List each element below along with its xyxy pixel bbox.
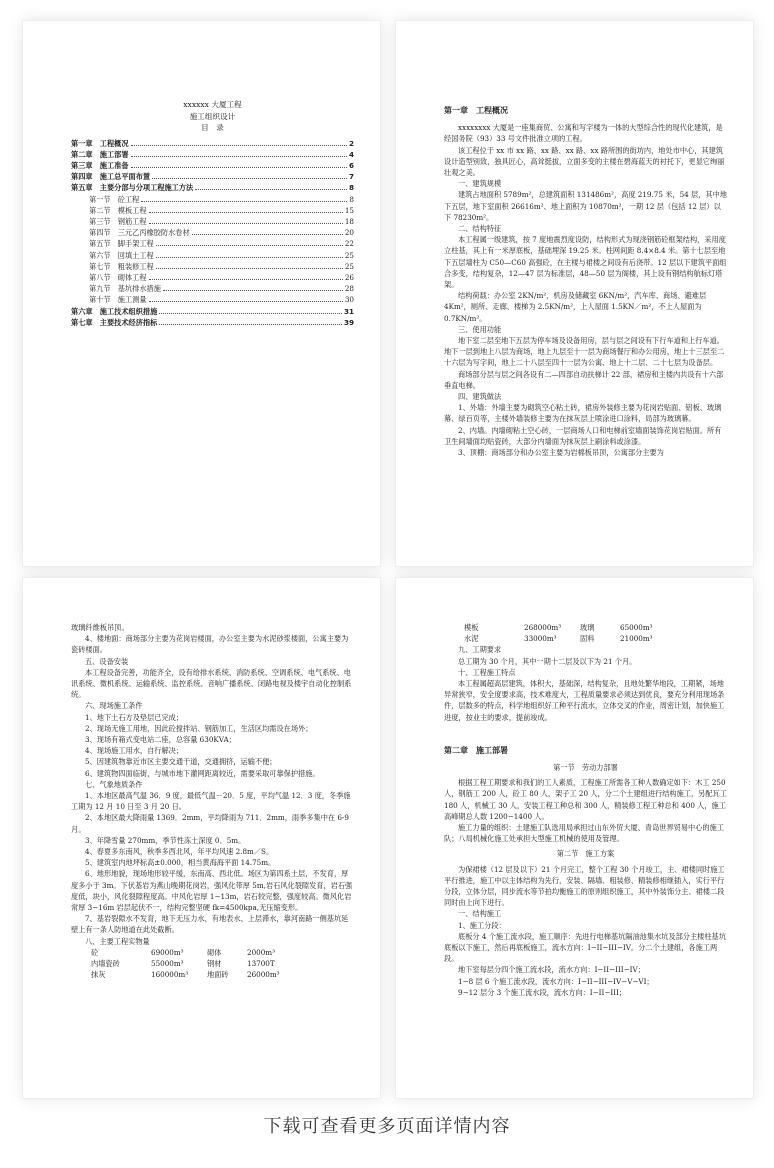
materials-cell: 33000m³ [524,634,557,644]
paragraph: 施工力量的组织：土建施工队选用局承担过山东外贸大厦、青岛世界贸易中心的施工队；八局机械化施工处承担大型施工机械的使用及管理。 [444,823,724,844]
toc-entry-page: 31 [343,306,354,316]
toc-entry[interactable] [71,194,354,205]
toc-entry-label: 第七节 粗装修工程 [89,261,154,271]
toc-entry[interactable] [71,182,354,193]
toc-entry-page: 28 [344,284,354,294]
subheading: 一、结构施工 [458,909,502,919]
subheading: 七、气象地质条件 [85,779,143,789]
materials-row [444,622,727,633]
toc-entry-page: 2 [348,138,354,148]
paragraph: 5、建筑室内地坪标高±0.000，相当黄海海平面 14.75m。 [85,858,276,868]
materials-cell: 抹灰 [91,970,106,980]
section-heading: 第二节 施工方案 [556,849,615,859]
toc-leader-dots [141,201,347,202]
toc-entry-page: 25 [344,261,354,271]
toc-entry-label: 第九节 基坑排水措施 [89,284,161,294]
paragraph: 总工期为 30 个月，其中一期十二层及以下为 21 个月。 [458,656,637,666]
document-page-toc [22,20,381,567]
toc-leader-dots [152,178,347,179]
toc-entry[interactable] [71,216,354,227]
paragraph: 地下室每层分四个施工流水段，流水方向：I−II−III−IV； [458,965,645,975]
toc-leader-dots [156,257,343,258]
materials-cell: 固料 [580,634,595,644]
toc-entry-label: 第三节 钢筋工程 [89,216,147,226]
toc-leader-dots [159,313,342,314]
toc-entry-page: 26 [344,272,354,282]
materials-cell: 玻璃 [580,623,595,632]
paragraph: 1、外墙：外墙主要为砌筑空心粘土砖，裙房外装修主要为花岗岩贴面、铝板、玻璃幕、绿百页等，主楼外墙装修主要为在抹灰层上喷涂进口涂料，局部为玻璃幕。 [444,403,722,424]
paragraph: 本工程设备完善，功能齐全，设有给排水系统、消防系统、空调系统、电气系统、电讯系统、微机系统、运输系统、监控系统、音响广播系统、闭路电视及楼宇自动化控制系统。 [71,667,352,700]
toc-entry-page: 8 [349,194,354,204]
toc-entry-label: 第六章 施工技术组织措施 [71,306,158,316]
materials-cell: 160000m³ [151,970,189,980]
materials-cell: 21000m³ [620,634,653,644]
paragraph: 2、本地区最大降雨量 1369．2mm，平均降雨为 711．2mm，雨季多集中在 6-9 月。 [71,813,349,834]
materials-row [71,958,354,969]
toc-entry-label: 第七章 主要技术经济指标 [71,317,158,327]
toc-leader-dots [131,156,347,157]
toc-leader-dots [192,234,343,235]
toc-leader-dots [131,145,347,146]
paragraph: 本工程属一级建筑，按 7 度地震烈度设防，结构形式为现浇钢筋砼框架结构，采用度立柱基，其上有一米厚底板，基础埋深 19.25 米。柱网间距 8.4×8.4 米。第十七层至地下五层墙柱为 C50—C60 高强砼，在主楼与裙楼之间设有后浇带。12 层以下建筑平面组合多变，结构复杂，12—47 层为标准层，48—50 层为阁楼，其上设有钢结构航标灯塔架。 [444,235,727,290]
toc-entry-label: 第十节 施工测量 [89,295,147,305]
paragraph: 7、基岩裂隙水不发育，地下无压力水，有地表水、上层滞水，靠河南路一侧基坑延壁上有一条人防地道在此处截断。 [71,914,349,935]
toc-entry-label: 第二章 施工部署 [71,149,129,159]
page-body [444,122,727,458]
paragraph: 结构荷载：办公室 2KN/m²，机房及储藏室 6KN/m²，汽车库、商场、避难层 4Km²，厕所、走廊、楼梯为 2.5KN/m²，上人屋面 1.5KN／m²，不上人屋面为 0.7KN/m²。 [444,291,707,323]
document-page-4 [395,577,754,1099]
materials-row [444,633,727,644]
materials-cell: 26000m³ [247,970,280,980]
toc-entry[interactable] [71,250,354,261]
paragraph: 2、现场无施工用地，因此砼搅拌站、钢筋加工，生活区均需设在场外； [85,723,313,733]
toc-entry-page: 30 [344,295,354,305]
toc-entry[interactable] [71,238,354,249]
toc-entry[interactable] [71,138,354,149]
paragraph: 本工程属超高层建筑，体积大，基础深，结构复杂，且地处繁华地段，工期紧，场地异常狭窄，安全度要求高，技术难度大，工程质量要求必须达到优良，要充分利用现场条件，层数多的特点，科学地组织好工种平行流水，立体交叉的作业，周密计划，加快施工进度，按业主的要求，提前竣成。 [444,679,725,722]
toc-leader-dots [131,167,347,168]
toc-entry[interactable] [71,294,354,305]
subheading: 三、使用功能 [458,324,502,334]
toc-entry[interactable] [71,272,354,283]
toc-entry-page: 18 [344,216,354,226]
materials-cell: 地面砖 [207,970,229,980]
toc-entry-page: 25 [344,250,354,260]
paragraph: 6、建筑物四面临街，与城市地下灌网距离较近，需要采取可靠保护措施。 [85,768,320,778]
toc-entry[interactable] [71,171,354,182]
paragraph: 玻璃纤维板吊顶。 [71,623,129,632]
paragraph: 5、因建筑物靠近市区主要交通干道，交通拥挤，运输不便； [85,757,277,767]
page-content [444,622,727,998]
document-subtitle: 施工组织设计 [189,111,236,121]
subheading: 四、建筑做法 [458,392,502,402]
paragraph: 1、施工分段： [458,920,506,930]
subheading: 六、现场施工条件 [85,701,143,711]
toc-entry[interactable] [71,283,354,294]
materials-table [444,622,727,644]
paragraph: 3、现场有箱式变电站二座，总容量 630KVA； [85,735,236,745]
toc-entry-page: 39 [343,317,354,327]
paragraph: 4、现场施工用水，自行解决； [85,746,184,756]
paragraph: 9−12 层分 3 个施工流水段，流水方向：I−II−III； [458,987,627,997]
paragraph: 2、内墙。内墙砌粘土空心砖，一层商场人口和电梯前室墙面装饰花岗岩贴面。所有卫生间墙面均贴瓷砖，大部分内墙面为抹灰层上刷涂料或涂漆。 [444,425,722,446]
toc-entry[interactable] [71,317,354,328]
toc-entry[interactable] [71,306,354,317]
paragraph: 1、地下土石方及垫层已完成； [85,712,184,722]
toc-entry[interactable] [71,160,354,171]
toc-leader-dots [149,223,343,224]
page-body [444,644,727,722]
subheading: 一、建筑规模 [458,179,502,189]
paragraph: 根据工程工期要求和我们的工人素质，工程施工所需各工种人数确定如下：木工 250 人，钢筋工 200 人，砼工 80 人，架子工 20 人，分二个土建组进行结构施工，另配瓦工 180 人，机械工 30 人，安装工程工种总和 300 人，精装修工程工种总和 400 人，施工高峰期总人数 1200−1400 人。 [444,778,727,821]
toc-leader-dots [163,290,343,291]
document-title: xxxxxx 大厦工程 [183,100,242,109]
paragraph: 底板分 4 个施工流水段，施工顺序：先进行电梯基坑隔油池集水坑及部分主楼柱基坑底板以下施工，然后再底板施工，流水方向：I−II−III−IV。分二个土建组，各施工两段。 [444,931,726,964]
download-more-link[interactable]: 下载可查看更多页面详情内容 [263,1116,511,1137]
materials-row [71,947,354,958]
toc-leader-dots [195,189,347,190]
page-body [71,622,354,947]
materials-cell: 砼 [91,947,99,957]
toc-leader-dots [156,245,343,246]
paragraph: 为保裙楼（12 层及以下）21 个月完工，整个工程 30 个月竣工，主、裙楼同时施工平行推进，施工中以主体结构为先行，安装、隔墙、粗装修、精装修相继插入，实行平行分段，立体分层，同步流水等节拍均衡施工的原则组织施工，其中外装饰分主、裙楼二段同时由上向下进行。 [444,864,725,908]
page-content [71,99,354,328]
paragraph: 1−8 层 6 个施工流水段，流水方向：I−II−III−IV−V−VI； [458,976,654,986]
materials-cell: 65000m³ [620,623,653,632]
toc-entry-page: 4 [348,149,354,159]
materials-cell: 268000m³ [524,623,562,632]
paragraph: 商场部分层与层之间各设有二—四部自动扶梯计 22 部，裙房和主楼内共设有十六部垂直电梯。 [444,369,724,390]
subheading: 十、工程施工特点 [458,667,516,677]
toc-entry-page: 22 [344,239,354,249]
paragraph: 该工程位于 xx 市 xx 路、xx 路、xx 路、xx 路所围的街坊内，地处市中心，其建筑设计造型别致，独具匠心，高耸挺拔，立面多变的主楼在碧海蓝天的衬托下，更显它绚丽壮观之美。 [444,145,725,178]
subheading: 五、设备安装 [85,656,129,666]
toc-leader-dots [149,212,343,213]
toc-entry-label: 第一节 砼工程 [89,194,140,204]
materials-cell: 模板 [464,623,479,632]
paragraph: 1、本地区最高气温 36．9 度，最低气温－20．5 度，平均气温 12．3 度，冬季施工期为 12 月 10 日至 3 月 20 日。 [71,791,351,812]
toc-entry-label: 第四节 三元乙丙橡胶防水卷材 [89,228,190,238]
materials-cell: 55000m³ [151,959,184,969]
toc-entry[interactable] [71,205,354,216]
materials-table [71,947,354,981]
toc-leader-dots [149,301,343,302]
toc-entry-label: 第四章 施工总平面布置 [71,172,151,182]
materials-cell: 钢材 [207,959,222,969]
materials-cell: 13700T [247,959,275,969]
toc-entry-label: 第一章 工程概况 [71,138,129,148]
page-content [71,622,354,981]
toc-entry-label: 第八节 砌体工程 [89,272,147,282]
toc-leader-dots [159,324,342,325]
toc-entry-label: 第三章 施工准备 [71,160,129,170]
chapter-heading: 第二章 施工部署 [444,745,508,755]
paragraph: 4、春夏多东南风，秋季多西北风，年平均风速 2.8m／S。 [85,847,274,857]
page-body [444,777,727,844]
paragraph: 3、顶棚：商场部分和办公室主要为岩棉板吊顶，公寓部分主要为 [458,448,664,458]
toc-entry-label: 第五节 脚手架工程 [89,239,154,249]
toc-entry-page: 15 [344,205,354,215]
section-heading: 第一节 劳动力部署 [553,763,618,773]
subheading: 九、工期要求 [458,645,502,655]
page-content [444,99,727,458]
toc-entry-label: 第二节 模板工程 [89,205,147,215]
toc-entry-label: 第六节 回填土工程 [89,250,154,260]
toc-entry[interactable] [71,261,354,272]
paragraph: 4、楼地面：商场部分主要为花岗岩楼面，办公室主要为水泥砂浆楼面，公寓主要为瓷砖楼面。 [71,634,349,655]
toc-entry[interactable] [71,227,354,238]
chapter-heading: 第一章 工程概况 [444,106,508,115]
toc-list [71,138,354,328]
paragraph: 建筑占地面积 5789m²，总建筑面积 131486m²，高度 219.75 米，54 层，其中地下五层，地下室面积 26616m²、地上面积为 10870m²，一期 12 层（包括 12 层）以下 78230m²。 [444,190,727,222]
document-page-3 [22,577,381,1099]
materials-cell: 内墙瓷砖 [91,959,120,969]
materials-cell: 水泥 [464,634,479,644]
toc-entry-page: 7 [348,172,354,182]
document-page-2 [395,20,754,567]
toc-heading: 目 录 [201,123,224,132]
paragraph: 地下室二层至地下五层为停车场及设备用房，层与层之间设有下行车道和上行车道。地下一层到地上八层为商场，地上九层至十一层为商场餐厅和办公用房，地上十三层至二十六层为写字间，地上二十八层至四十一层为公寓、地上十二层、二十七层为设备层。 [444,336,725,368]
paragraph: 6、地形地貌，现场地形较平缓，东南高、西北低。场区为第四系土层，不发育，厚度多小于 3m。下伏基岩为燕山晚期花岗岩，强风化带厚 5m,岩石风化裂隙发育，岩石强度低，块小，风化裂隙程度高。中风化岩厚 1−13m，岩石较完整，强度较高。微风化岩常厚 3−16m 岩层起伏不一，结构完整坚硬 fk=4500kpa,无压缩变形。 [71,869,353,913]
toc-entry-page: 20 [344,228,354,238]
toc-leader-dots [156,268,343,269]
toc-entry[interactable] [71,149,354,160]
materials-cell: 砌体 [207,947,222,957]
paragraph: xxxxxxxx 大厦是一座集商贸、公寓和写字楼为一体的大型综合性的现代化建筑，是经国务院（93）33 号文件批准立项的工程。 [444,123,723,144]
subheading: 二、结构特征 [458,224,502,234]
toc-entry-page: 6 [348,160,354,170]
materials-cell: 2000m³ [247,947,275,957]
subheading: 八、主要工程实物量 [85,936,150,946]
toc-entry-label: 第五章 主要分部与分项工程施工方法 [71,183,194,193]
materials-row [71,969,354,980]
toc-entry-page: 8 [348,183,354,193]
paragraph: 3、年降雪量 270mm，季节性冻土深度 0．5m。 [85,835,246,845]
toc-leader-dots [149,279,343,280]
materials-cell: 69000m³ [151,947,184,957]
page-body [444,864,727,998]
